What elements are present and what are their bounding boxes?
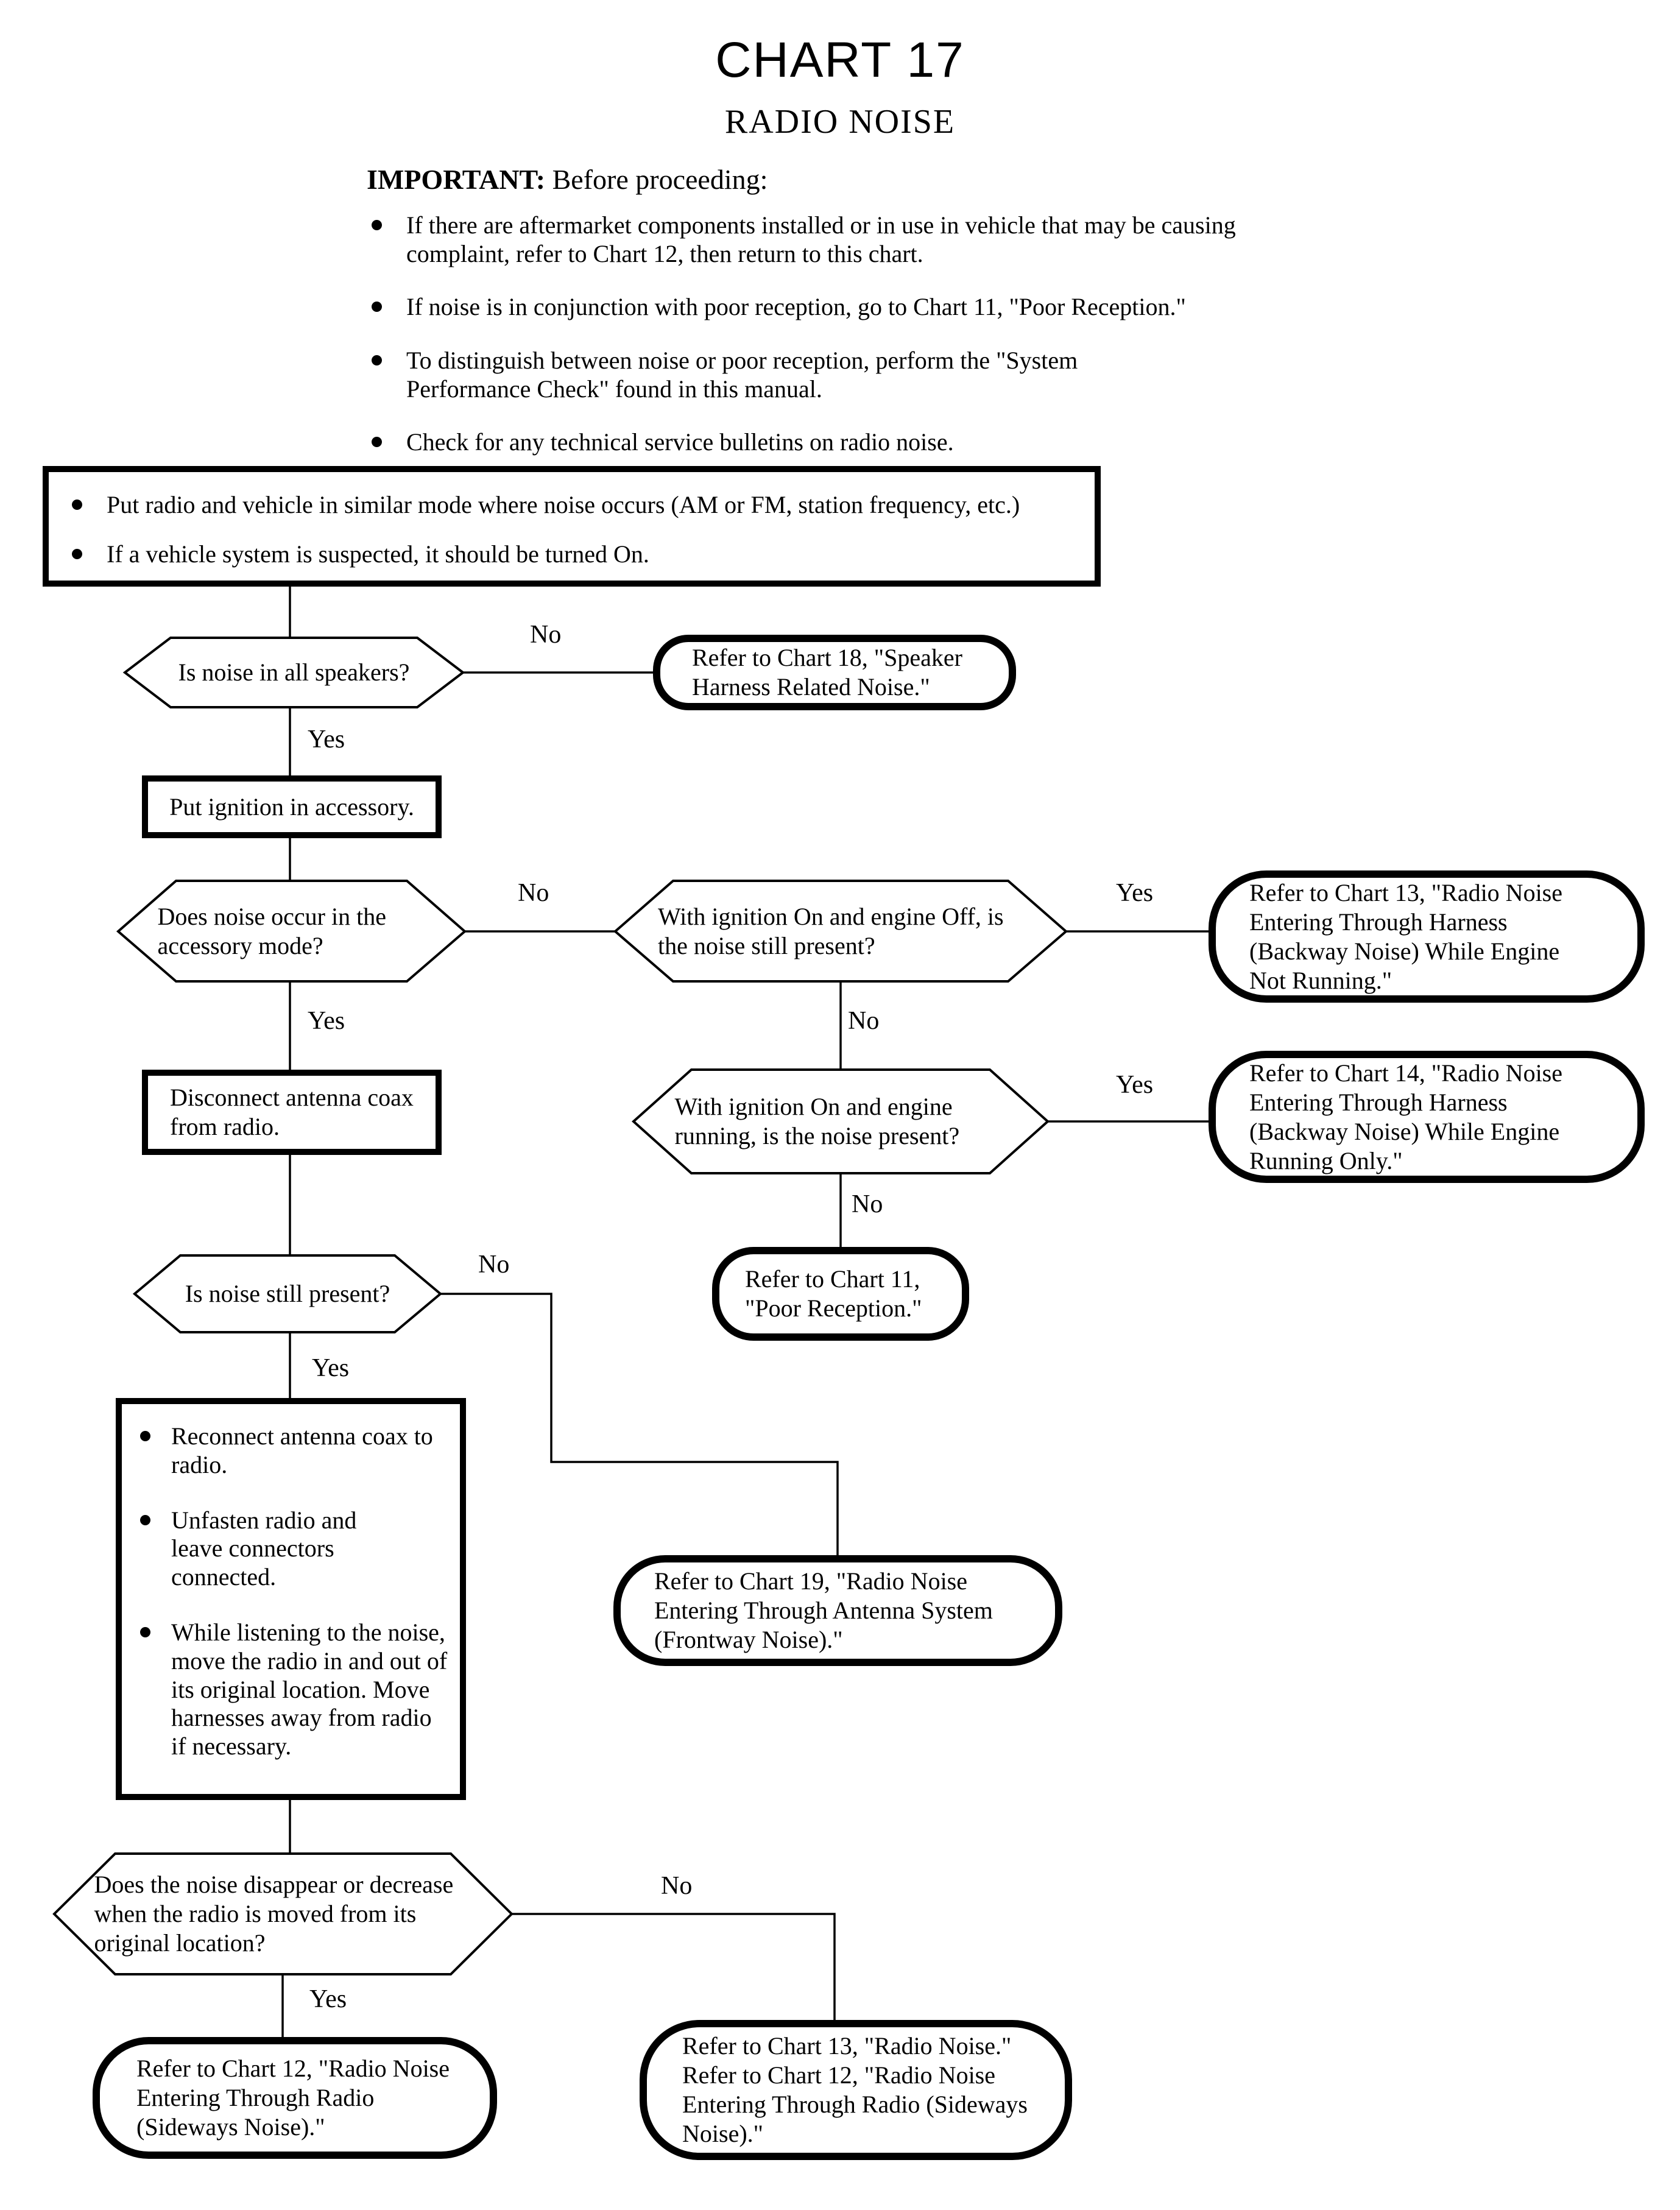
terminal-text [682,2032,1048,2148]
decision-noise-still [147,1262,428,1326]
no-label: No [530,621,562,649]
list-item [132,1619,451,1761]
terminal-text: Refer to Chart 11, "Poor Reception." [745,1265,922,1322]
terminal-chart13-and-12 [640,2020,1072,2160]
yes-label: Yes [312,1354,350,1382]
bullet-text: To distinguish between noise or poor reception, perform the "System Performance Check" found in this manual. [406,346,1078,403]
decision-engine-running [646,1076,1036,1167]
no-label: No [478,1251,510,1279]
decision-speakers [137,644,451,701]
terminal-text: Refer to Chart 18, "Speaker Harness Related Noise." [692,644,962,701]
list-item [67,540,1089,568]
connector-elbow [512,1914,835,2020]
terminal-text: Refer to Chart 14, "Radio Noise Entering Through Harness (Backway Noise) While Engine Running Only." [1249,1059,1563,1174]
action-ignition-accessory [142,775,442,838]
terminal-chart13 [1209,870,1645,1003]
bullet-dot-icon [72,549,82,559]
terminal-chart18 [653,635,1016,710]
decision-text: With ignition On and engine running, is the noise present? [674,1093,960,1149]
bullet-text: Put radio and vehicle in similar mode where noise occurs (AM or FM, station frequency, etc.) [107,491,1020,518]
no-label: No [848,1007,880,1035]
bullet-text: If noise is in conjunction with poor reception, go to Chart 11, "Poor Reception." [406,293,1186,321]
yes-label: Yes [308,1007,345,1035]
terminal-chart12 [93,2037,497,2159]
bullet-text: Reconnect antenna coax to radio. [171,1422,433,1478]
yes-label: Yes [1116,1071,1154,1099]
yes-label: Yes [1116,879,1154,907]
action-disconnect-coax [142,1070,442,1155]
terminal-chart19 [613,1555,1062,1666]
bullet-dot-icon [72,500,82,510]
bullet-dot-icon [372,437,382,447]
list-item [367,211,1341,268]
bullet-dot-icon [140,1627,150,1637]
list-item [367,346,1341,403]
bullet-text: If there are aftermarket components installed or in use in vehicle that may be causing complaint, refer to Chart 12, then return to this chart. [406,211,1236,268]
decision-text: Does the noise disappear or decrease when the radio is moved from its original location? [94,1871,454,1957]
terminal-chart11 [712,1247,969,1341]
terminal-text: Refer to Chart 19, "Radio Noise Entering Through Antenna System (Frontway Noise)." [654,1567,993,1653]
list-item [132,1422,451,1480]
yes-label: Yes [309,1985,347,2013]
decision-text: Does noise occur in the accessory mode? [157,902,386,959]
decision-engine-off [627,887,1054,975]
terminal-text: Refer to Chart 13, "Radio Noise Entering Through Harness (Backway Noise) While Engine Not Running." [1249,878,1563,994]
important-note [367,163,768,196]
page-subtitle: RADIO NOISE [724,103,956,141]
action-text: Put ignition in accessory. [169,793,414,821]
terminal-text-line2: Refer to Chart 12, "Radio Noise Entering Through Radio (Sideways Noise)." [682,2061,1028,2147]
action-text: Disconnect antenna coax from radio. [170,1084,414,1140]
bullet-text: While listening to the noise, move the radio in and out of its original location. Move harnesses away from radio if necessary. [171,1618,448,1760]
list-item [367,292,1341,321]
bullet-text: Check for any technical service bulletins on radio noise. [406,428,954,456]
decision-radio-moved [66,1860,499,1968]
bullet-dot-icon [140,1515,150,1525]
terminal-text-line1: Refer to Chart 13, "Radio Noise." [682,2032,1012,2060]
bullet-dot-icon [140,1431,150,1441]
no-label: No [661,1872,693,1900]
no-label: No [518,879,549,907]
decision-text: Is noise in all speakers? [178,658,410,686]
important-bullet-list [367,211,1341,481]
important-intro: Before proceeding: [552,164,768,195]
list-item [132,1506,451,1592]
bullet-text: Unfasten radio and leave connectors connected. [171,1506,357,1591]
no-label: No [852,1190,883,1218]
list-item [367,428,1341,456]
start-instructions-box [43,466,1101,587]
decision-accessory [130,887,453,975]
bullet-text: If a vehicle system is suspected, it should be turned On. [107,540,649,568]
important-label: IMPORTANT: [367,164,546,195]
decision-text: With ignition On and engine Off, is the noise still present? [658,902,1004,959]
yes-label: Yes [308,725,345,754]
decision-text: Is noise still present? [185,1280,390,1307]
terminal-text: Refer to Chart 12, "Radio Noise Entering Through Radio (Sideways Noise)." [136,2055,450,2141]
action-relocate-radio-box [116,1398,466,1800]
bullet-dot-icon [372,302,382,312]
bullet-dot-icon [372,355,382,365]
bullet-dot-icon [372,220,382,230]
list-item [67,490,1089,519]
terminal-chart14 [1209,1051,1645,1183]
page-title: CHART 17 [715,32,965,88]
